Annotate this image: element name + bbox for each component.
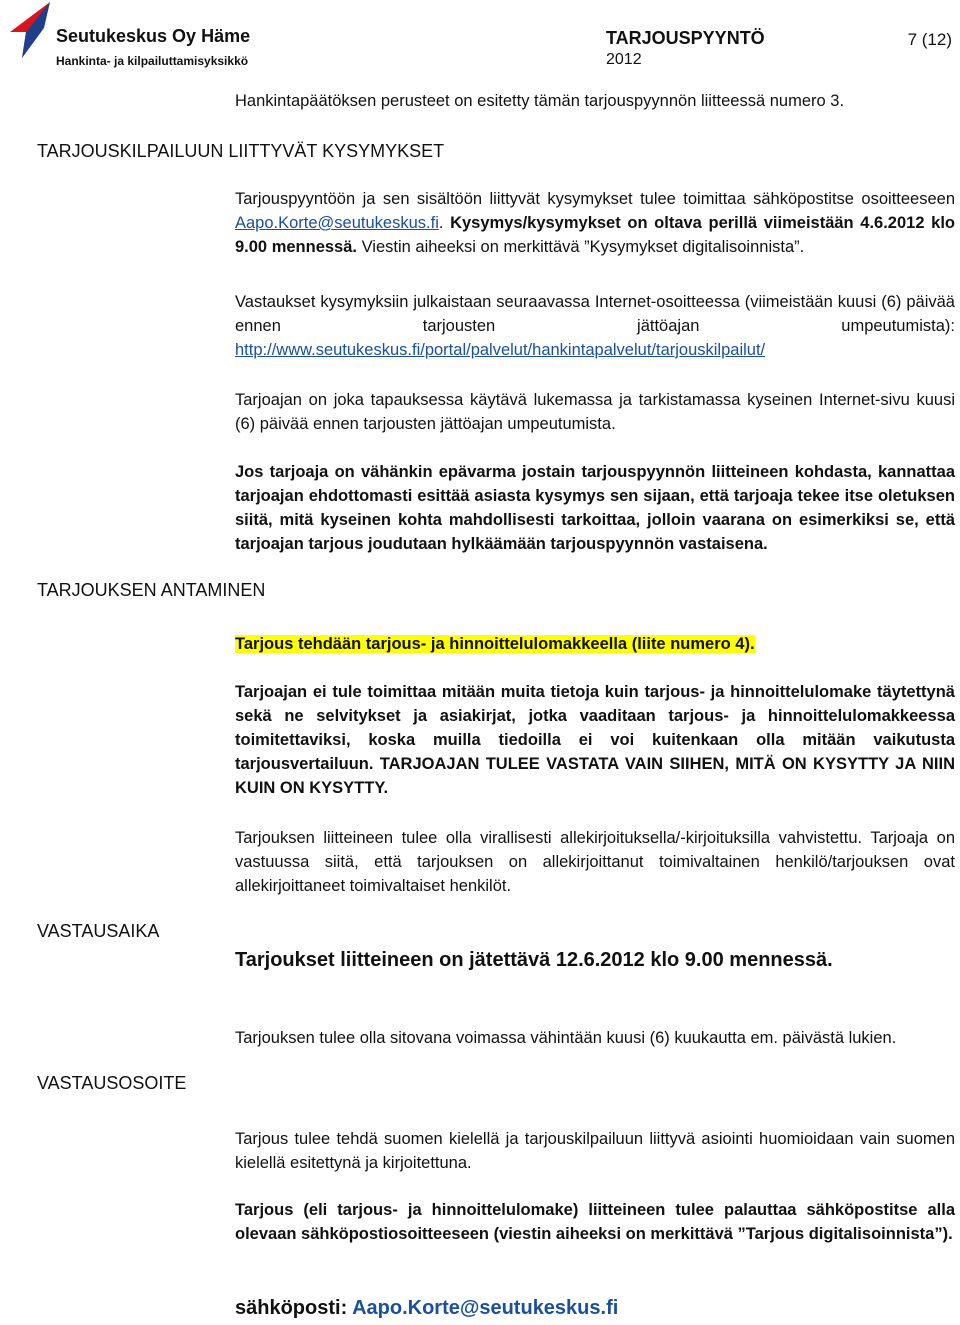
paragraph-kieli: Tarjous tulee tehdä suomen kielellä ja tarjouskilpailuun liittyvä asiointi huomioidaan vain suomen kielellä esitettynä ja kirjoitettuna. xyxy=(235,1130,955,1172)
deadline-questions: Kysymys/kysymykset on oltava perillä viimeistään 4.6.2012 klo 9.00 mennessä. xyxy=(235,214,955,256)
highlighted-form-note: Tarjous tehdään tarjous- ja hinnoittelulomakkeella (liite numero 4). xyxy=(235,635,755,653)
company-unit: Hankinta- ja kilpailuttamisyksikkö xyxy=(56,54,249,68)
heading-antaminen: TARJOUKSEN ANTAMINEN xyxy=(37,580,266,600)
paragraph-epavarma: Jos tarjoaja on vähänkin epävarma jostain tarjouspyynnön liitteineen kohdasta, kannattaa tarjoajan ehdottomasti esittää asiasta kysymys sen sijaan, että tarjoaja tekee itse oletuksen siitä, mitä kyseinen kohta mahdollisesti tarkoittaa, jolloin vaarana on esimerkiksi se, että tarjoajan tarjous joudutaan hylkäämään tarjouspyynnön vastaisena. xyxy=(235,463,955,553)
submission-email-link[interactable]: Aapo.Korte@seutukeskus.fi xyxy=(352,1297,619,1319)
company-name: Seutukeskus Oy Häme xyxy=(56,26,251,46)
paragraph-palautus: Tarjous (eli tarjous- ja hinnoittelulomake) liitteineen tulee palauttaa sähköpostitse alla olevaan sähköpostiosoitteeseen (viestin aiheeksi on merkittävä ”Tarjous digitalisoinnista”). xyxy=(235,1201,955,1243)
paragraph-hankintapaatos: Hankintapäätöksen perusteet on esitetty tämän tarjouspyynnön liitteessä numero 3. xyxy=(235,92,845,110)
document-title: TARJOUSPYYNTÖ xyxy=(606,28,765,48)
page-number: 7 (12) xyxy=(907,30,952,49)
paragraph-tarkistus: Tarjoajan on joka tapauksessa käytävä lukemassa ja tarkistamassa kyseinen Internet-sivu kuusi (6) päivää ennen tarjousten jättöajan umpeutumista. xyxy=(235,391,955,433)
email-line: sähköposti: Aapo.Korte@seutukeskus.fi xyxy=(235,1297,619,1319)
seutukeskus-logo xyxy=(4,2,54,58)
paragraph-lomake xyxy=(235,632,955,656)
paragraph-vastaukset: Vastaukset kysymyksiin julkaistaan seuraavassa Internet-osoitteessa (viimeistään kuusi (6) päivää ennen tarjousten jättöajan umpeutumista): http://www.seutukeskus.fi/portal/palvelut/hankintapalvelut/tarjouskilpailut/ xyxy=(235,293,955,359)
portal-link[interactable]: http://www.seutukeskus.fi/portal/palvelut/hankintapalvelut/tarjouskilpailut/ xyxy=(235,341,766,359)
heading-vastausaika: VASTAUSAIKA xyxy=(37,921,160,941)
submission-deadline: Tarjoukset liitteineen on jätettävä 12.6.2012 klo 9.00 mennessä. xyxy=(235,949,833,971)
paragraph-kysymykset: Tarjouspyyntöön ja sen sisältöön liittyvät kysymykset tulee toimittaa sähköpostitse osoitteeseen Aapo.Korte@seutukeskus.fi. Kysymys/kysymykset on oltava perillä viimeistään 4.6.2012 klo 9.00 mennessä. Viestin aiheeksi on merkittävä ”Kysymykset digitalisoinnista”. xyxy=(235,190,955,256)
paragraph-voimassaolo: Tarjouksen tulee olla sitovana voimassa vähintään kuusi (6) kuukautta em. päivästä lukien. xyxy=(235,1029,897,1047)
heading-kysymykset: TARJOUSKILPAILUUN LIITTYVÄT KYSYMYKSET xyxy=(37,141,445,161)
document-year: 2012 xyxy=(606,51,642,68)
email-link[interactable]: Aapo.Korte@seutukeskus.fi xyxy=(235,214,439,232)
heading-vastausosoite: VASTAUSOSOITE xyxy=(37,1073,187,1093)
paragraph-ei-muita-tietoja: Tarjoajan ei tule toimittaa mitään muita tietoja kuin tarjous- ja hinnoittelulomake täytettynä sekä ne selvitykset ja asiakirjat, jotka vaaditaan tarjous- ja hinnoittelulomakkeessa toimitettaviksi, koska muilla tiedoilla ei voi kuitenkaan olla mitään vaikutusta tarjousvertailuun. TARJOAJAN TULEE VASTATA VAIN SIIHEN, MITÄ ON KYSYTTY JA NIIN KUIN ON KYSYTTY. xyxy=(235,683,955,797)
paragraph-allekirjoitus: Tarjouksen liitteineen tulee olla virallisesti allekirjoituksella/-kirjoituksilla vahvistettu. Tarjoaja on vastuussa siitä, että tarjouksen on allekirjoittanut toimivaltainen henkilö/tarjouksen ovat allekirjoittaneet toimivaltaiset henkilöt. xyxy=(235,829,955,895)
